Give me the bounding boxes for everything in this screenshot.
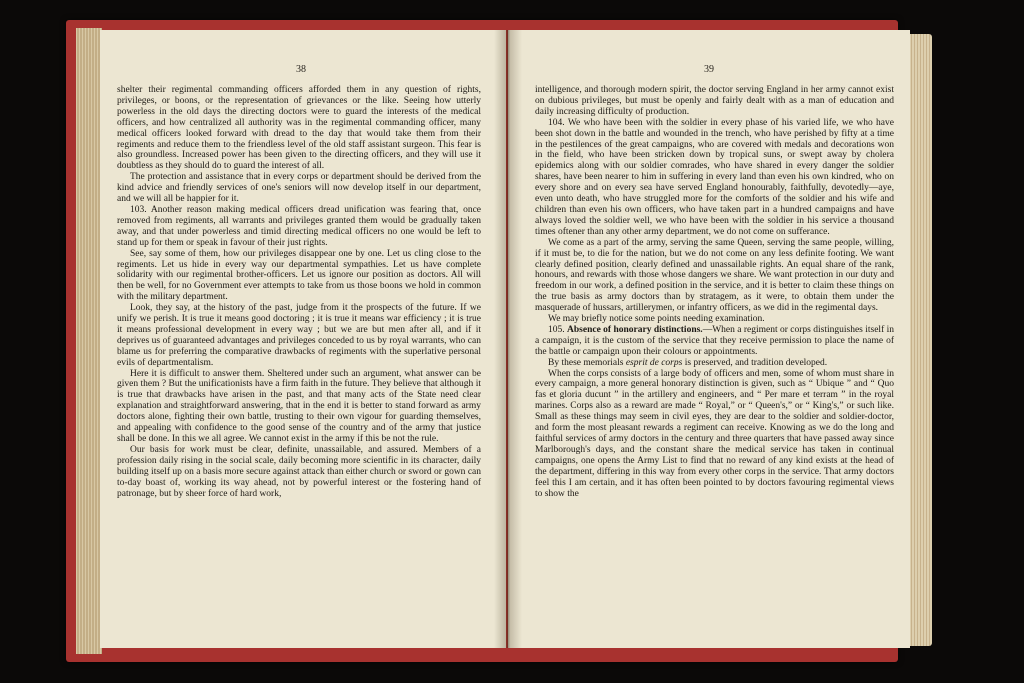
left-paragraph-1: shelter their regimental commanding officers afforded them in any question of rights, privileges, or boons, or the representation of grievances or the like. Seeing how utterly powerless in the old days the directing doctors were to guard the interests of the medical officers, and how centralized all authority was in the regimental commanding officer, many medical officers looked forward with dread to the day that would take them from their regiments and reduce them to the friendless level of the old staff assistant surgeon. This fear is also groundless. Increased power has been given to the directing officers, and they will use it doubtless as they should do to guard the interest of all.: [117, 85, 481, 172]
right-paragraph-5: [535, 325, 894, 358]
right-paragraph-3: We come as a part of the army, serving the same Queen, serving the same people, willing, if it must be, to die for the nation, but we do not come on any less definite footing. We want clearly defined position, clearly defined and unassailable rights. An equal share of the rank, honours, and rewards with those whose dangers we share. We want protection in our duty and freedom in our work, a defined position in the service, and it is better to claim these things on the true basis as army doctors than by stratagem, as it were, to obtain them under the masquerade of hussars, artillerymen, or infantry officers, as we did in the regimental days.: [535, 237, 894, 314]
left-paragraph-4: See, say some of them, how our privileges disappear one by one. Let us cling close to the regiments. Let us hide in every way our departmental sympathies. Let us have complete solidarity with our regimental brother-officers. Let us ignore our position as doctors. All will then be well, for no Government ever attempts to take from us those boons we hold in common with the military department.: [117, 248, 481, 303]
left-paragraph-5: Look, they say, at the history of the past, judge from it the prospects of the future. If we unify we perish. It is true it means good doctoring ; it is true it means war efficiency ; it is true it means professional development in every way ; but we are but men after all, and if it deprives us of guaranteed advantages and privileges conceded to us by royal warrants, who can blame us for preferring the comparative drawbacks of regiments with the superlative personal evils of departmentalism.: [117, 303, 481, 368]
italic-phrase: esprit de corps: [625, 357, 683, 368]
left-paragraph-2: The protection and assistance that in every corps or department should be derived from the kind advice and friendly services of one's seniors will now develop itself in our department, and we will all be happier for it.: [117, 172, 481, 205]
paragraph-text-start: By these memorials: [548, 357, 624, 368]
page-number-left: 38: [296, 64, 306, 75]
section-heading: Absence of honorary distinctions.: [567, 324, 703, 335]
paragraph-text-end: is preserved, and tradition developed.: [684, 357, 828, 368]
book-gutter-shadow: [494, 30, 522, 648]
right-paragraph-6: [535, 358, 894, 369]
right-paragraph-4: We may briefly notice some points needing examination.: [548, 314, 765, 325]
left-page: [100, 30, 506, 648]
left-paragraph-7: Our basis for work must be clear, definite, unassailable, and assured. Members of a profession daily rising in the social scale, daily becoming more scientific in its character, daily building itself up on a basis more secure against attack than either church or sword or gown can to-day boast of, working its way ahead, not by powerful interest or the fostering hand of patronage, but by sheer force of hard work,: [117, 444, 481, 499]
left-paragraph-6: Here it is difficult to answer them. Sheltered under such an argument, what answer can be given them ? But the unificationists have a firm faith in the future. They believe that although it is true that drawbacks have arisen in the past, and that many acts of the State need clear explanation and straightforward answering, that in the end it is better to stand forward as army doctors alone, fighting their own battle, trusting to their own vigour for guarding themselves, and appealing with confidence to the good sense of the country and of the army that justice shall be done. In this we all agree. We cannot exist in the army if this be not the rule.: [117, 368, 481, 444]
right-page: [508, 30, 910, 648]
section-number: 105.: [548, 324, 565, 335]
right-paragraph-2: 104. We who have been with the soldier in every phase of his varied life, we who have been shot down in the battle and wounded in the trench, who have perished by fifty at a time in the pestilences of the great campaigns, who are covered with medals and decorations won in the field, who have been stricken down by tropical suns, or swept away by cholera epidemics along with our soldier comrades, who have shared in every danger the soldier shares, have been nearer to him in suffering in every land than even his own kindred, who on every shore and on every sea have served England honourably, faithfully, devotedly—aye, even unto death, who have struggled more for the comforts of the soldier and his wife and children than even his own officers, who have taken part in a hundred campaigns and have always loved the soldier well, we who have been with the soldier in his service a thousand times oftener than any other army department, we do not come on sufferance.: [535, 117, 894, 237]
right-paragraph-7: When the corps consists of a large body of officers and men, some of whom must share in every campaign, a more general honorary distinction is given, such as “ Ubique ” and “ Quo fas et gloria ducunt ” in the artillery and engineers, and “ Per mare et terram ” in the royal marines. Corps also as a reward are made “ Royal,” or “ Queen's,” or “ King's,” or such like. Small as these things may seem in civil eyes, they are dear to the soldier and soldier-doctor, and form the most pleasant rewards a regiment can receive. Knowing as we do the long and faithful services of army doctors in the century and three quarters that have passed away since Marlborough's days, and the constant share the medical service has taken in continual campaigns, one opens the Army List to find that no reward of any kind exists at the head of the department, differing in this way from every other corps in the service. That army doctors feel this I am certain, and it has often been pointed to by doctors favouring regimental views to show the: [535, 368, 894, 499]
left-paragraph-3: 103. Another reason making medical officers dread unification was fearing that, once removed from regiments, all warrants and privileges granted them would be gradually taken away, and that under powerless and timid directing medical officers no one would be left to stand up for them or speak in favour of their just rights.: [117, 204, 481, 248]
right-paragraph-1: intelligence, and thorough modern spirit, the doctor serving England in her army cannot exist on dubious privileges, but must be openly and fairly dealt with as a man of education and daily increasing difficulty of production.: [535, 85, 894, 117]
page-number-right: 39: [704, 64, 714, 75]
page-edges-left: [76, 28, 102, 654]
left-page-body: [117, 85, 481, 499]
right-page-body: [535, 85, 894, 499]
section-text: —When a regiment or corps distinguishes itself in a campaign, it is the custom of the service that they receive permission to place the name of the battle or campaign upon their colours or appointments.: [535, 324, 895, 357]
